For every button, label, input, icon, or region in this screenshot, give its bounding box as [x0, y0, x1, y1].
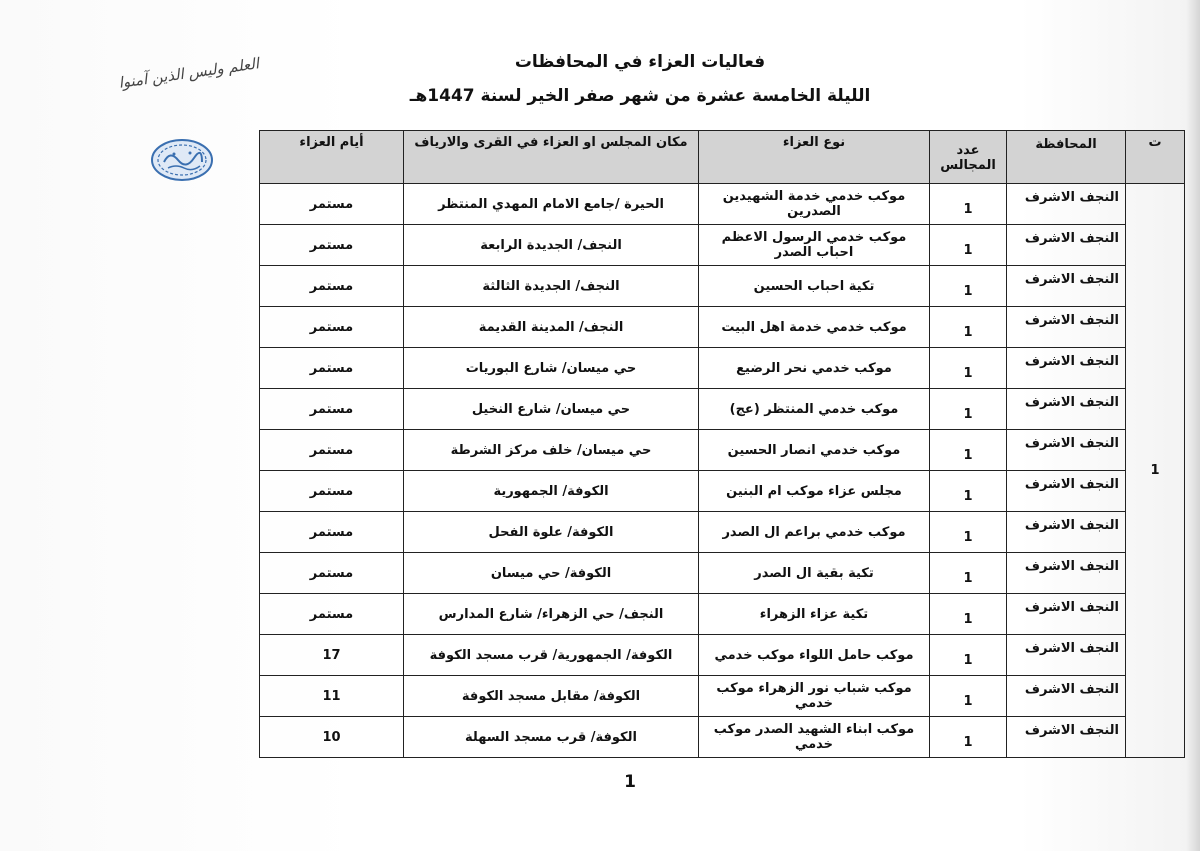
header-num: ت: [1126, 131, 1185, 184]
table-row: [260, 553, 1185, 594]
table-row: [260, 389, 1185, 430]
table-row: [260, 348, 1185, 389]
count-cell: 1: [930, 184, 1007, 225]
table-row: [260, 225, 1185, 266]
type-cell: موكب خدمي خدمة الشهيدين الصدرين: [699, 184, 930, 225]
scan-edge-shadow: [1186, 0, 1200, 851]
count-cell: 1: [930, 348, 1007, 389]
place-cell: الكوفة/ الجمهورية: [404, 471, 699, 512]
governorate-cell: النجف الاشرف: [1007, 635, 1126, 676]
events-table: [259, 130, 1185, 758]
type-cell: موكب خدمي خدمة اهل البيت: [699, 307, 930, 348]
type-cell: موكب خدمي براعم ال الصدر: [699, 512, 930, 553]
count-cell: 1: [930, 512, 1007, 553]
table-row: [260, 307, 1185, 348]
header-days: أيام العزاء: [260, 131, 404, 184]
days-cell: مستمر: [260, 348, 404, 389]
days-cell: 10: [260, 717, 404, 758]
days-cell: مستمر: [260, 471, 404, 512]
place-cell: حي ميسان/ خلف مركز الشرطة: [404, 430, 699, 471]
days-cell: مستمر: [260, 430, 404, 471]
days-cell: مستمر: [260, 184, 404, 225]
count-cell: 1: [930, 717, 1007, 758]
table-row: [260, 184, 1185, 225]
governorate-cell: النجف الاشرف: [1007, 553, 1126, 594]
days-cell: مستمر: [260, 266, 404, 307]
governorate-cell: النجف الاشرف: [1007, 676, 1126, 717]
count-cell: 1: [930, 389, 1007, 430]
type-cell: تكية عزاء الزهراء: [699, 594, 930, 635]
count-cell: 1: [930, 225, 1007, 266]
type-cell: موكب ابناء الشهيد الصدر موكب خدمي: [699, 717, 930, 758]
group-number-cell: 1: [1126, 184, 1185, 758]
type-cell: موكب خدمي المنتظر (عج): [699, 389, 930, 430]
type-cell: موكب خدمي نحر الرضيع: [699, 348, 930, 389]
governorate-cell: النجف الاشرف: [1007, 307, 1126, 348]
count-cell: 1: [930, 266, 1007, 307]
table-row: [260, 471, 1185, 512]
type-cell: مجلس عزاء موكب ام البنين: [699, 471, 930, 512]
days-cell: مستمر: [260, 389, 404, 430]
days-cell: مستمر: [260, 594, 404, 635]
type-cell: موكب خدمي الرسول الاعظم احباب الصدر: [699, 225, 930, 266]
page-subtitle: الليلة الخامسة عشرة من شهر صفر الخير لسنة 1447هـ: [409, 86, 871, 106]
place-cell: الحيرة /جامع الامام المهدي المنتظر: [404, 184, 699, 225]
page-title: فعاليات العزاء في المحافظات: [514, 52, 766, 72]
governorate-cell: النجف الاشرف: [1007, 717, 1126, 758]
governorate-cell: النجف الاشرف: [1007, 594, 1126, 635]
count-cell: 1: [930, 594, 1007, 635]
place-cell: النجف/ الجديدة الرابعة: [404, 225, 699, 266]
days-cell: مستمر: [260, 512, 404, 553]
governorate-cell: النجف الاشرف: [1007, 184, 1126, 225]
type-cell: تكية بقية ال الصدر: [699, 553, 930, 594]
governorate-cell: النجف الاشرف: [1007, 225, 1126, 266]
place-cell: الكوفة/ حي ميسان: [404, 553, 699, 594]
count-cell: 1: [930, 307, 1007, 348]
table-row: [260, 676, 1185, 717]
table-header-row: [260, 131, 1185, 184]
place-cell: الكوفة/ مقابل مسجد الكوفة: [404, 676, 699, 717]
governorate-cell: النجف الاشرف: [1007, 389, 1126, 430]
table-row: [260, 635, 1185, 676]
days-cell: مستمر: [260, 225, 404, 266]
header-place: مكان المجلس او العزاء في القرى والارياف: [404, 131, 699, 184]
header-type: نوع العزاء: [699, 131, 930, 184]
count-cell: 1: [930, 676, 1007, 717]
header-count: عدد المجالس: [930, 131, 1007, 184]
table-row: [260, 430, 1185, 471]
type-cell: موكب شباب نور الزهراء موكب خدمي: [699, 676, 930, 717]
table-body: [260, 184, 1185, 758]
governorate-cell: النجف الاشرف: [1007, 430, 1126, 471]
days-cell: 17: [260, 635, 404, 676]
place-cell: الكوفة/ قرب مسجد السهلة: [404, 717, 699, 758]
count-cell: 1: [930, 471, 1007, 512]
place-cell: الكوفة/ الجمهورية/ قرب مسجد الكوفة: [404, 635, 699, 676]
count-cell: 1: [930, 553, 1007, 594]
header-governorate: المحافظة: [1007, 131, 1126, 184]
table-row: [260, 512, 1185, 553]
governorate-cell: النجف الاشرف: [1007, 266, 1126, 307]
type-cell: موكب حامل اللواء موكب خدمي: [699, 635, 930, 676]
type-cell: تكية احباب الحسين: [699, 266, 930, 307]
handwritten-note: العلم وليس الذين آمنوا: [117, 54, 261, 92]
governorate-cell: النجف الاشرف: [1007, 471, 1126, 512]
governorate-cell: النجف الاشرف: [1007, 512, 1126, 553]
place-cell: حي ميسان/ شارع النخيل: [404, 389, 699, 430]
place-cell: النجف/ حي الزهراء/ شارع المدارس: [404, 594, 699, 635]
table-row: [260, 266, 1185, 307]
place-cell: الكوفة/ علوة الفحل: [404, 512, 699, 553]
place-cell: النجف/ الجديدة الثالثة: [404, 266, 699, 307]
days-cell: مستمر: [260, 307, 404, 348]
table-row: [260, 717, 1185, 758]
count-cell: 1: [930, 430, 1007, 471]
type-cell: موكب خدمي انصار الحسين: [699, 430, 930, 471]
table-row: [260, 594, 1185, 635]
seal-stamp-icon: [150, 138, 214, 182]
days-cell: 11: [260, 676, 404, 717]
governorate-cell: النجف الاشرف: [1007, 348, 1126, 389]
days-cell: مستمر: [260, 553, 404, 594]
page-number: 1: [624, 772, 636, 792]
place-cell: النجف/ المدينة القديمة: [404, 307, 699, 348]
place-cell: حي ميسان/ شارع البوريات: [404, 348, 699, 389]
count-cell: 1: [930, 635, 1007, 676]
